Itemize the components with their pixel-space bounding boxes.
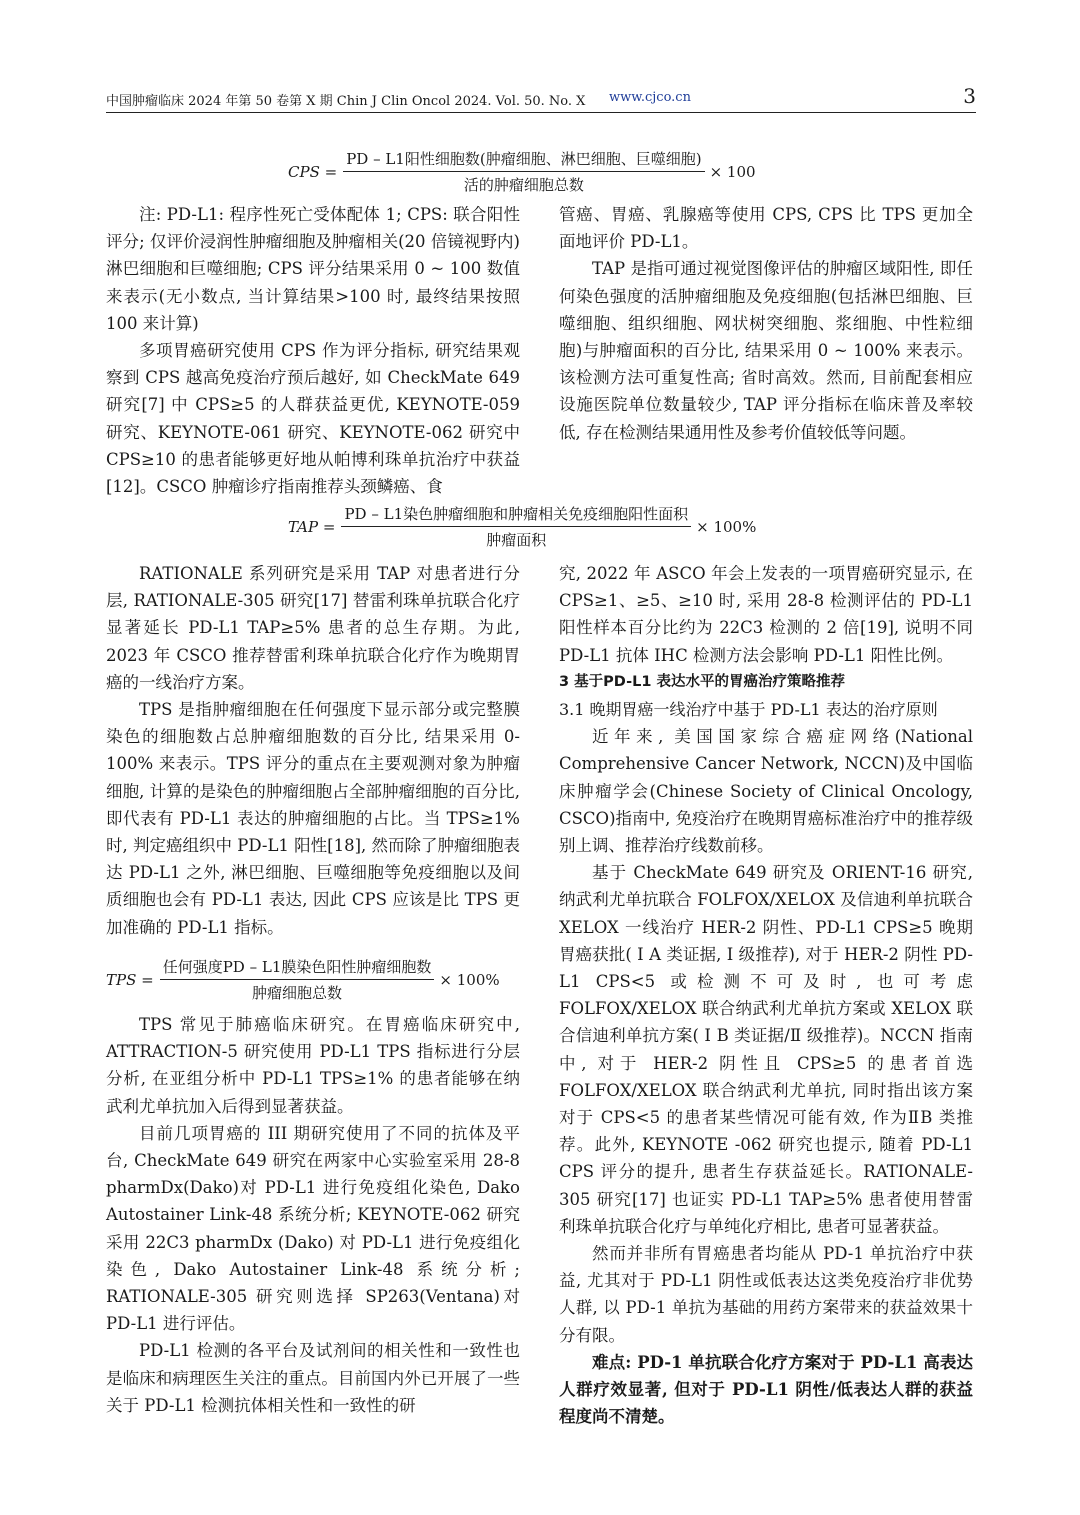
tps-formula-lhs: TPS = <box>106 970 154 989</box>
cps-formula-lhs: CPS = <box>288 162 338 181</box>
tap-formula <box>288 503 756 550</box>
left-column-upper <box>106 560 520 941</box>
top-left-column <box>106 201 520 500</box>
tap-formula-numerator: PD – L1染色肿瘤细胞和肿瘤相关免疫细胞阳性面积 <box>341 503 691 527</box>
key-difficulty-statement: 难点: PD-1 单抗联合化疗方案对于 PD-L1 高表达人群疗效显著, 但对于 PD-L1 阴性/低表达人群的获益程度尚不清楚。 <box>559 1352 973 1427</box>
paragraph: 基于 CheckMate 649 研究及 ORIENT-16 研究, 纳武利尤单抗联合 FOLFOX/XELOX 及信迪利单抗联合 XELOX 一线治疗 HER-2 阴性、PD-L1 CPS≥5 晚期胃癌获批( Ⅰ A 类证据, Ⅰ 级推荐), 对于 HER-2 阴性 PD-L1 CPS<5 或检测不可及时, 也可考虑 FOLFOX/XELOX 联合纳武利尤单抗方案或 XELOX 联合信迪利单抗方案( Ⅰ B 类证据/Ⅱ 级推荐)。NCCN 指南中, 对于 HER-2 阴性且 CPS≥5 的患者首选 FOLFOX/XELOX 联合纳武利尤单抗, 同时指出该方案对于 CPS<5 的患者某些情况可能有效, 作为ⅡB 类推荐。此外, KEYNOTE -062 研究也提示, 随着 PD-L1 CPS 评分的提升, 患者生存获益延长。RATIONALE-305 研究[17] 也证实 PD-L1 TAP≥5% 患者使用替雷利珠单抗联合化疗与单纯化疗相比, 患者可显著获益。 <box>559 863 973 1236</box>
tap-formula-denominator: 肿瘤面积 <box>486 531 547 549</box>
cps-formula-numerator: PD – L1阳性细胞数(肿瘤细胞、淋巴细胞、巨噬细胞) <box>343 148 704 172</box>
tap-formula-factor: × 100% <box>696 517 757 536</box>
journal-citation: 中国肿瘤临床 2024 年第 50 卷第 X 期 Chin J Clin Oncol 2024. Vol. 50. No. X <box>106 94 586 109</box>
cps-formula <box>288 148 756 195</box>
tap-formula-lhs: TAP = <box>288 517 336 536</box>
cps-formula-denominator: 活的肿瘤细胞总数 <box>463 176 584 194</box>
header-rule <box>106 112 976 113</box>
paragraph: 然而并非所有胃癌患者均能从 PD-1 单抗治疗中获益, 尤其对于 PD-L1 阴性或低表达这类免疫治疗非优势人群, 以 PD-1 单抗为基础的用药方案带来的获益效果十分有限。 <box>559 1244 973 1345</box>
section-heading: 3 基于PD-L1 表达水平的胃癌治疗策略推荐 <box>559 673 845 690</box>
top-right-column <box>559 201 973 446</box>
tps-formula <box>106 956 500 1003</box>
paragraph: PD-L1 检测的各平台及试剂间的相关性和一致性也是临床和病理医生关注的重点。目前国内外已开展了一些关于 PD-L1 检测抗体相关性和一致性的研 <box>106 1341 520 1415</box>
subsection-heading: 3.1 晚期胃癌一线治疗中基于 PD-L1 表达的治疗原则 <box>559 700 938 720</box>
journal-website[interactable]: www.cjco.cn <box>609 90 691 105</box>
paragraph: 目前几项胃癌的 III 期研究使用了不同的抗体及平台, CheckMate 649 研究在两家中心实验室采用 28-8 pharmDx(Dako)对 PD-L1 进行免疫组化染色, Dako Autostainer Link-48 系统分析; KEYNOTE-062 研究采用 22C3 pharmDx (Dako) 对 PD-L1 进行免疫组化染色, Dako Autostainer Link-48 系统分析; RATIONALE-305 研究则选择 SP263(Ventana)对 PD-L1 进行评估。 <box>106 1123 520 1334</box>
tps-formula-factor: × 100% <box>439 970 500 989</box>
paragraph: 管癌、胃癌、乳腺癌等使用 CPS, CPS 比 TPS 更加全面地评价 PD-L1。 <box>559 205 973 252</box>
right-column <box>559 560 973 1431</box>
paragraph: 多项胃癌研究使用 CPS 作为评分指标, 研究结果观察到 CPS 越高免疫治疗预后越好, 如 CheckMate 649 研究[7] 中 CPS≥5 的人群获益更优, KEYNOTE-059 研究、KEYNOTE-061 研究、KEYNOTE-062 研究中 CPS≥10 的患者能够更好地从帕博利珠单抗治疗中获益[12]。CSCO 肿瘤诊疗指南推荐头颈鳞癌、食 <box>106 341 520 497</box>
paragraph: 究, 2022 年 ASCO 年会上发表的一项胃癌研究显示, 在 CPS≥1、≥5、≥10 时, 采用 28-8 检测评估的 PD-L1 阳性样本百分比约为 22C3 检测的 2 倍[19], 说明不同 PD-L1 抗体 IHC 检测方法会影响 PD-L1 阳性比例。 <box>559 564 973 665</box>
running-header <box>106 86 976 114</box>
left-column-lower <box>106 1011 520 1419</box>
paragraph: TPS 是指肿瘤细胞在任何强度下显示部分或完整膜染色的细胞数占总肿瘤细胞数的百分比, 结果采用 0-100% 来表示。TPS 评分的重点在主要观测对象为肿瘤细胞, 计算的是染色的肿瘤细胞占全部肿瘤细胞的百分比, 即代表有 PD-L1 表达的肿瘤细胞的占比。当 TPS≥1% 时, 判定癌组织中 PD-L1 阳性[18], 然而除了肿瘤细胞表达 PD-L1 之外, 淋巴细胞、巨噬细胞等免疫细胞以及间质细胞也会有 PD-L1 表达, 因此 CPS 应该是比 TPS 更加准确的 PD-L1 指标。 <box>106 700 521 937</box>
page-number: 3 <box>963 84 976 108</box>
paragraph: RATIONALE 系列研究是采用 TAP 对患者进行分层, RATIONALE-305 研究[17] 替雷利珠单抗联合化疗显著延长 PD-L1 TAP≥5% 患者的总生存期。为此, 2023 年 CSCO 推荐替雷利珠单抗联合化疗作为晚期胃癌的一线治疗方案。 <box>106 564 520 692</box>
tps-formula-denominator: 肿瘤细胞总数 <box>252 984 343 1002</box>
cps-formula-factor: × 100 <box>709 162 756 181</box>
cps-note: 注: PD-L1: 程序性死亡受体配体 1; CPS: 联合阳性评分; 仅评价浸润性肿瘤细胞及肿瘤相关(20 倍镜视野内)淋巴细胞和巨噬细胞; CPS 评分结果采用 0 ~ 100 数值来表示(无小数点, 当计算结果>100 时, 最终结果按照 100 来计算) <box>106 205 520 333</box>
paragraph: TAP 是指可通过视觉图像评估的肿瘤区域阳性, 即任何染色强度的活肿瘤细胞及免疫细胞(包括淋巴细胞、巨噬细胞、组织细胞、网状树突细胞、浆细胞、中性粒细胞)与肿瘤面积的百分比, 结果采用 0 ~ 100% 来表示。该检测方法可重复性高; 省时高效。然而, 目前配套相应设施医院单位数量较少, TAP 评分指标在临床普及率较低, 存在检测结果通用性及参考价值较低等问题。 <box>559 259 973 442</box>
tps-formula-numerator: 任何强度PD – L1膜染色阳性肿瘤细胞数 <box>160 956 435 980</box>
paragraph: TPS 常见于肺癌临床研究。在胃癌临床研究中, ATTRACTION-5 研究使用 PD-L1 TPS 指标进行分层分析, 在亚组分析中 PD-L1 TPS≥1% 的患者能够在纳武利尤单抗加入后得到显著获益。 <box>106 1015 520 1116</box>
paragraph: 近年来, 美国国家综合癌症网络(National Comprehensive Cancer Network, NCCN)及中国临床肿瘤学会(Chinese Society of Clinical Oncology, CSCO)指南中, 免疫治疗在晚期胃癌标准治疗中的推荐级别上调、推荐治疗线数前移。 <box>559 727 973 856</box>
